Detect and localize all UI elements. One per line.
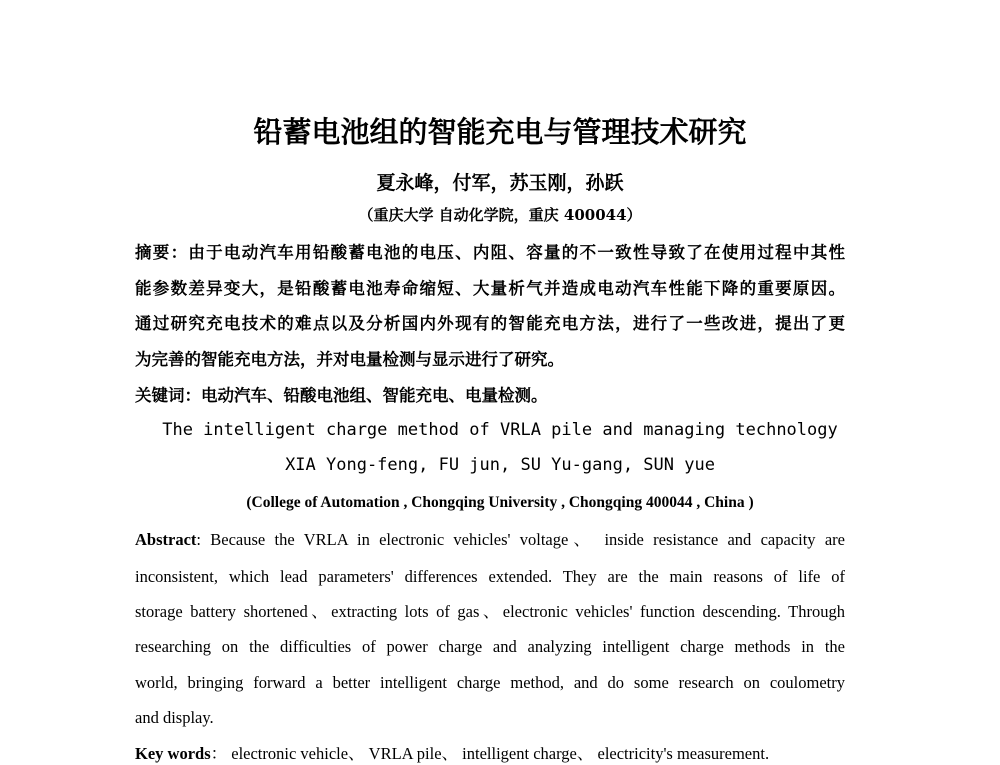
abstract-zh-line: 为完善的智能充电方法，并对电量检测与显示进行了研究。 [135,350,564,369]
paper-title: 铅蓄电池组的智能充电与管理技术研究 [253,115,747,149]
abstract-zh-line: 通过研究充电技术的难点以及分析国内外现有的智能充电方法，进行了一些改进，提出了更 [135,314,845,333]
keywords-zh-text: 电动汽车、铅酸电池组、智能充电、电量检测。 [201,386,548,405]
keywords-zh [135,385,845,407]
abstract-en-line: and display. [135,708,214,727]
keywords-en-label: Key words [135,744,211,763]
abstract-en-line: world, bringing forward a better intelligent charge method, and do some research on coulometry [135,673,845,692]
keywords-en [135,743,845,765]
english-authors: XIA Yong-feng, FU jun, SU Yu-gang, SUN yue [285,455,715,475]
keywords-en-text: ： electronic vehicle、 VRLA pile、 intelligent charge、 electricity's measurement. [210,744,770,763]
abstract-zh-line [135,242,845,264]
keywords-zh-label: 关键词： [135,386,201,405]
english-affiliation: (College of Automation , Chongqing University , Chongqing 400044 , China ) [246,494,754,511]
abstract-en-line [135,529,845,551]
abstract-en-line: inconsistent, which lead parameters' differences extended. They are the main reasons of life of [135,567,845,586]
authors: 夏永峰，付军，苏玉刚，孙跃 [376,172,624,194]
abstract-en-label: Abstract [135,530,197,549]
abstract-zh-text: 由于电动汽车用铅酸蓄电池的电压、内阻、容量的不一致性导致了在使用过程中其性 [188,243,846,262]
abstract-en-text: : Because the VRLA in electronic vehicles' voltage、 inside resistance and capacity are [196,530,845,549]
abstract-zh-label: 摘要： [135,243,189,262]
abstract-en-line: storage battery shortened、extracting lots of gas、electronic vehicles' function descending. Through [135,602,845,621]
english-title: The intelligent charge method of VRLA pile and managing technology [162,420,838,440]
affiliation: （重庆大学 自动化学院，重庆 400044） [358,206,642,224]
abstract-zh-line: 能参数差异变大，是铅酸蓄电池寿命缩短、大量析气并造成电动汽车性能下降的重要原因。 [135,279,845,298]
abstract-en-line: researching on the difficulties of power charge and analyzing intelligent charge methods in the [135,637,845,656]
